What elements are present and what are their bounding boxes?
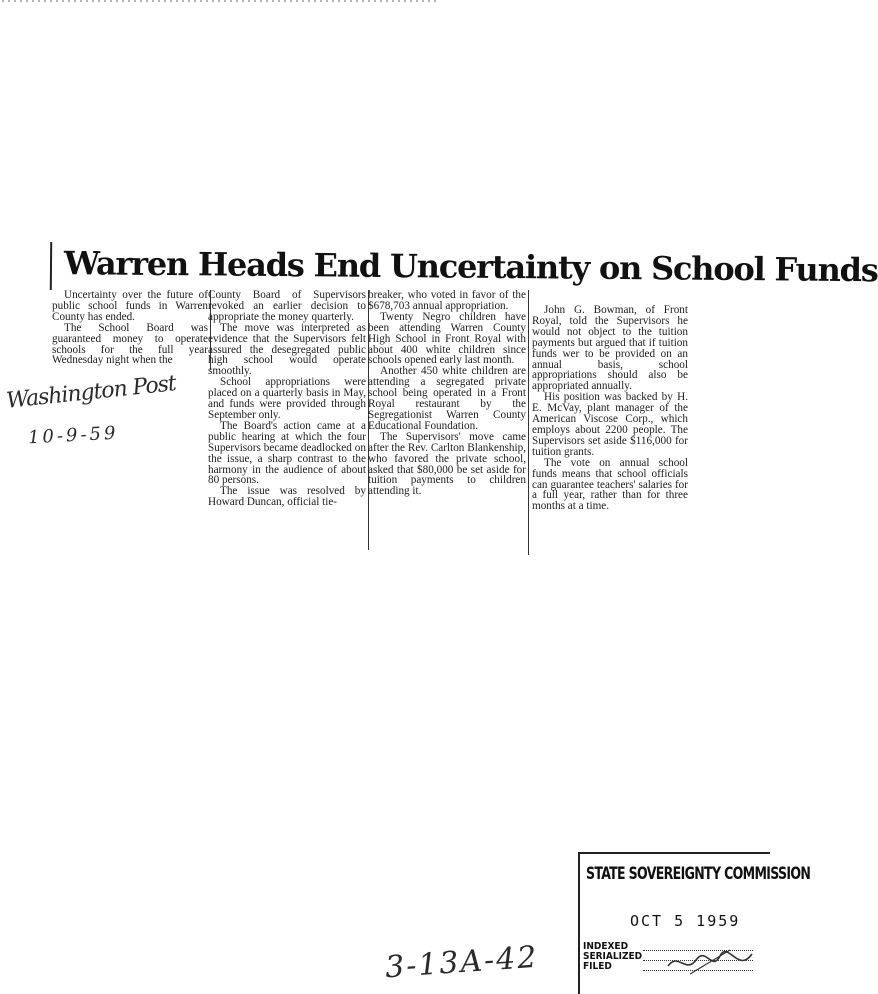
handwritten-file-number: 3-13A-42 — [383, 939, 540, 986]
article-column-4 — [530, 305, 688, 570]
stamp-date: OCT 5 1959 — [630, 912, 741, 930]
initials-scrawl — [660, 944, 760, 984]
handwritten-date: 10-9-59 — [27, 422, 119, 449]
paragraph: The Supervisors' move came after the Rev. Carlton Blankenship, who favored the private school, asked that $80,000 be set aside for tuition payments to children attending it. — [368, 430, 526, 498]
paragraph: School appropriations were placed on a quarterly basis in May, and funds were provided through September only. — [208, 376, 366, 421]
paragraph: Another 450 white children are attending a segregated private school being operated in a Front Royal restaurant by the Segregationist Warren County Educational Foundation. — [368, 365, 526, 432]
paragraph: The move was interpreted as evidence that the Supervisors felt assured the desegregated public high school would operate smoothly. — [208, 321, 366, 378]
handwritten-source: Washington Post — [5, 371, 177, 414]
stamp-field-filed: FILED — [583, 962, 642, 972]
headline-rule — [50, 242, 52, 290]
stamp-field-serialized: SERIALIZED — [583, 951, 643, 962]
article-column-1 — [52, 290, 211, 370]
paragraph: The issue was resolved by Howard Duncan, official tie- — [208, 485, 366, 509]
stamp-field-indexed: INDEXED — [583, 942, 642, 952]
paragraph: His position was backed by H. E. McVay, plant manager of the American Viscose Corp., which employs about 2200 people. The Supervisors set aside $116,000 for tuition grants. — [532, 391, 688, 458]
article-column-2 — [206, 290, 369, 550]
headline-text: Warren Heads End Uncertainty on School Funds — [63, 244, 878, 290]
paragraph: Uncertainty over the future of public school funds in Warren County has ended. — [52, 289, 208, 323]
scan-dot-border — [0, 0, 440, 2]
paragraph: The School Board was guaranteed money to operate schools for the full year Wednesday night when the — [52, 321, 208, 367]
paragraph: County Board of Supervisors revoked an earlier decision to appropriate the money quarterly. — [208, 289, 366, 323]
stamp-fields — [583, 942, 642, 972]
paragraph: The Board's action came at a public hearing at which the four Supervisors became deadlocked on the issue, a sharp contrast to the harmony in the audience of about 80 persons. — [208, 419, 366, 487]
paragraph: breaker, who voted in favor of the $678,703 annual appropriation. — [368, 289, 526, 312]
stamp-agency: STATE SOVEREIGNTY COMMISSION — [586, 864, 811, 884]
paragraph: The vote on annual school funds means that school officials can guarantee teachers' salaries for a full year, rather than for three months at a time. — [532, 456, 688, 513]
article-column-3 — [366, 290, 529, 555]
paragraph: John G. Bowman, of Front Royal, told the Supervisors he would not object to the tuition payments but argued that if tuition funds wer to be provided on an annual basis, school appropriations should also be appropriated annually. — [532, 304, 688, 393]
paragraph: Twenty Negro children have been attending Warren County High School in Front Royal with about 400 white children since schools opened early last month. — [368, 310, 526, 367]
